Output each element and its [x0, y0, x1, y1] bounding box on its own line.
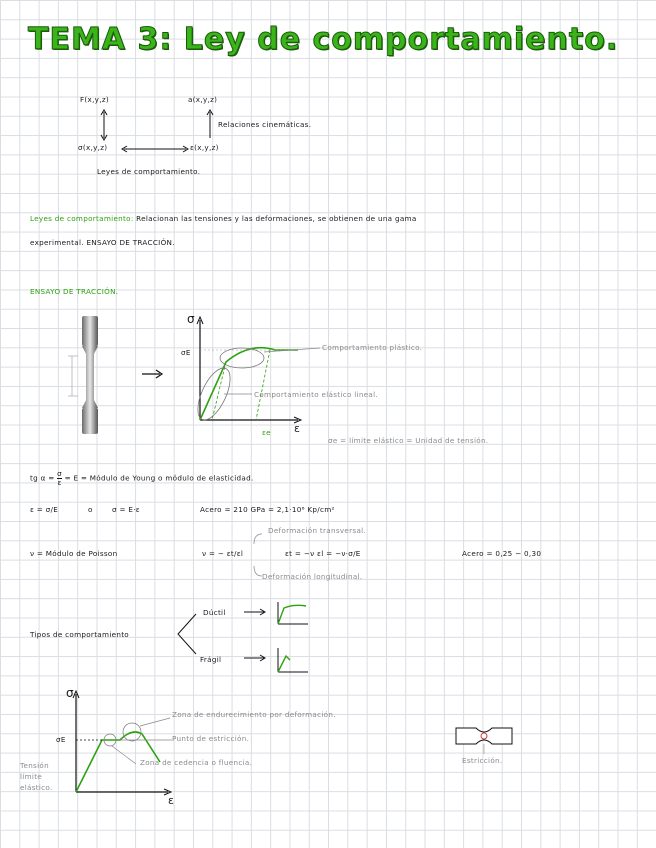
intro-line-2: experimental. ENSAYO DE TRACCIÓN. [30, 238, 175, 247]
chart1-eps-axis-label: ε [294, 422, 300, 435]
kinematic-relations-label: Relaciones cinemáticas. [218, 120, 312, 129]
chart2-eps-axis-label: ε [168, 794, 174, 807]
plastic-behavior-label: Comportamiento plástico. [322, 343, 423, 352]
displacement-label: a(x,y,z) [188, 95, 218, 104]
chart2-sigma-axis-label: σ [66, 686, 74, 700]
elastic-limit-stress-label: Tensión límite elástico. [20, 761, 53, 792]
elastic-limit-note: σe = límite elástico = Unidad de tensión. [328, 436, 489, 445]
stress-strain-chart [180, 312, 380, 442]
behavior-laws-label: Leyes de comportamiento. [97, 167, 201, 176]
necking-point-label: Punto de estricción. [172, 734, 250, 743]
yield-chart [60, 688, 200, 808]
chart1-eps-e-label: εe [262, 428, 271, 437]
intro-line-1 [30, 214, 417, 223]
poisson-brackets [250, 526, 280, 586]
page-title: TEMA 3: Ley de comportamiento. [28, 22, 619, 57]
poisson-label: ν = Módulo de Poisson [30, 549, 118, 558]
stress-label: σ(x,y,z) [78, 143, 108, 152]
strain-definition: ε = σ/E [30, 505, 59, 514]
transversal-strain-label: Deformación transversal. [268, 526, 367, 535]
longitudinal-strain-label: Deformación longitudinal. [262, 572, 363, 581]
ductile-label: Dúctil [203, 608, 226, 617]
or-text: o [88, 505, 93, 514]
types-mini-charts [240, 596, 320, 676]
young-modulus-formula [30, 470, 254, 487]
young-fraction [57, 470, 62, 487]
section-heading-traccion: ENSAYO DE TRACCIÓN. [30, 287, 119, 296]
necking-specimen-icon [452, 722, 522, 752]
steel-modulus: Acero = 210 GPa = 2,1·10⁶ Kp/cm² [200, 505, 335, 514]
intro-term: Leyes de comportamiento: [30, 214, 134, 223]
young-rest: = E = Módulo de Young o módulo de elasticidad. [64, 473, 254, 483]
force-label: F(x,y,z) [80, 95, 109, 104]
hardening-zone-label: Zona de endurecimiento por deformación. [172, 710, 336, 719]
stress-definition: σ = E·ε [112, 505, 140, 514]
young-prefix: tg α = [30, 473, 55, 483]
strain-label: ε(x,y,z) [190, 143, 219, 152]
steel-poisson: Acero = 0,25 − 0,30 [462, 549, 542, 558]
yield-zone-label: Zona de cedencia o fluencia. [140, 758, 253, 767]
chart1-sigma-axis-label: σ [187, 312, 195, 326]
young-numerator: σ [57, 469, 62, 478]
necking-label: Estricción. [462, 756, 503, 765]
elastic-behavior-label: Comportamiento elástico lineal. [254, 390, 379, 399]
chart2-sigma-e-label: σE [56, 735, 66, 744]
chart1-sigma-e-label: σE [181, 348, 191, 357]
poisson-equation: ν = − εt/εl [202, 549, 244, 558]
diagram-arrows [0, 90, 260, 170]
intro-text: Relacionan las tensiones y las deformaciones, se obtienen de una gama [136, 214, 417, 223]
young-denominator: ε [57, 478, 62, 487]
fragile-label: Frágil [200, 655, 222, 664]
poisson-result: εt = −ν εl = −ν·σ/E [285, 549, 361, 558]
types-bracket [172, 610, 202, 660]
tensile-specimen-icon [60, 312, 200, 442]
behavior-types-label: Tipos de comportamiento [30, 630, 130, 639]
